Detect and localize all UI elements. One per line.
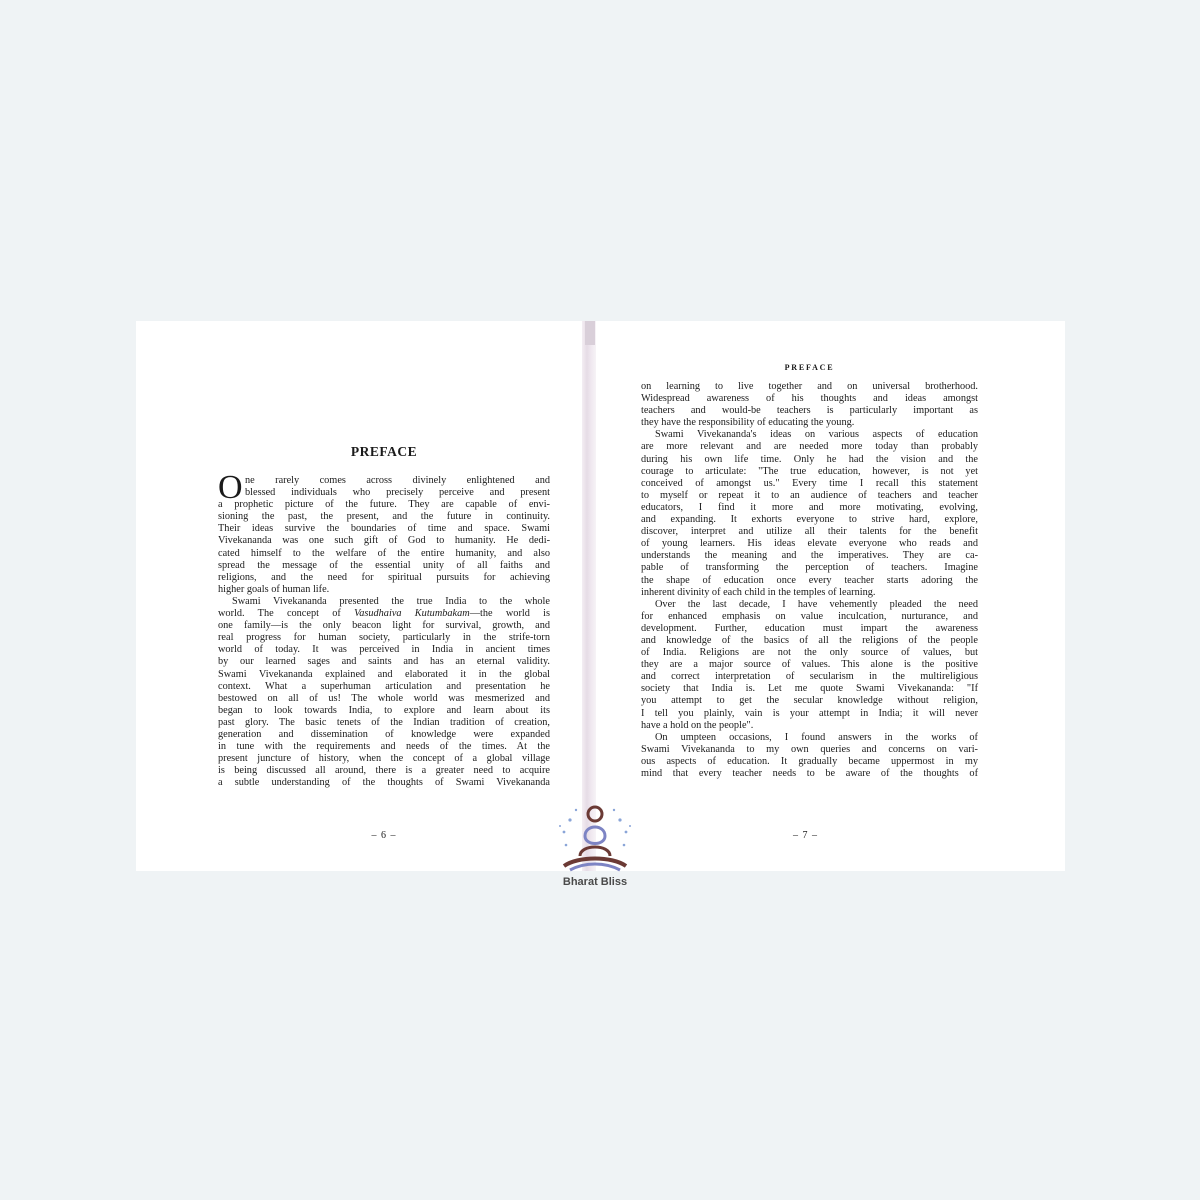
text-line: on learning to live together and on universal brotherhood. — [641, 381, 978, 392]
text-line: Widespread awareness of his thoughts and ideas amongst — [641, 393, 978, 405]
text-line: Over the last decade, I have vehemently pleaded the need — [655, 598, 978, 610]
text-line: you attempt to get the secular knowledge without religion, — [641, 695, 978, 707]
text-line: is being discussed all around, there is a greater need to acquire — [218, 765, 550, 777]
text-line: cated himself to the welfare of the entire humanity, and also — [218, 547, 550, 559]
text-line: development. Further, education must impart the awareness — [641, 622, 978, 634]
text-line: generation and dissemination of knowledge were expanded — [218, 728, 550, 740]
text-line: and knowledge of the basics of all the religions of the people — [641, 634, 978, 646]
text-line: past glory. The basic tenets of the Indian tradition of creation, — [218, 716, 550, 728]
italic-phrase: Vasudhaiva Kutumbakam — [354, 608, 470, 620]
left-page-number: – 6 – — [371, 830, 397, 841]
text-line: world of today. It was perceived in India in ancient times — [218, 644, 550, 656]
text-line: spread the message of the essential unity of all faiths and — [218, 559, 550, 571]
text-line: by our learned sages and saints and has an eternal validity. — [218, 656, 550, 668]
left-page — [218, 321, 550, 871]
running-head: PREFACE — [784, 363, 835, 372]
text-line: Swami Vivekananda presented the true India to the whole — [232, 595, 550, 607]
text-line: Swami Vivekananda to my own queries and concerns on vari- — [641, 743, 978, 755]
text-line: they have the responsibility of educating the young. — [641, 417, 855, 429]
page-title: PREFACE — [350, 444, 418, 459]
text-line: and correct interpretation of secularism in the multireligious — [641, 671, 978, 683]
text-line: conceived of amongst us." Every time I recall this statement — [641, 477, 978, 489]
left-page-body — [218, 469, 551, 789]
text-line: world. The concept of Vasudhaiva Kutumbakam—the world is — [218, 608, 551, 620]
text-line: blessed individuals who precisely perceive and present — [245, 487, 550, 499]
text-line: inherent divinity of each child in the temples of learning. — [641, 586, 876, 598]
text-line: one family—is the only beacon light for survival, growth, and — [218, 620, 550, 632]
text-line: a subtle understanding of the thoughts of Swami Vivekananda — [218, 777, 550, 789]
text-line: mind that every teacher needs to be aware of the thoughts of — [641, 768, 978, 779]
text-line: began to look towards India, to explore and learn about its — [218, 704, 550, 716]
book-spread — [136, 321, 1065, 871]
text-line: to myself or repeat it to an audience of teachers and teacher — [641, 489, 978, 501]
text-line: have a hold on the people". — [641, 719, 754, 731]
text-line: present juncture of history, when the concept of a global village — [218, 753, 550, 765]
text-line: ous aspects of education. It gradually became uppermost in my — [641, 755, 978, 767]
right-page-body — [641, 381, 978, 780]
text-line: a prophetic picture of the future. They are capable of envi- — [218, 499, 550, 511]
text-line: are more relevant and are needed more today than probably — [641, 441, 978, 453]
text-line: I tell you plainly, vain is your attempt in India; it will never — [641, 707, 978, 719]
right-page — [641, 321, 978, 871]
text-line: society that India is. Let me quote Swami Vivekananda: "If — [641, 683, 978, 695]
text-line: and expanding. It exhorts everyone to strive hard, explore, — [641, 514, 978, 526]
text-line: On umpteen occasions, I found answers in the works of — [655, 731, 978, 743]
text-line: higher goals of human life. — [218, 583, 330, 595]
text-line: in tune with the requirements and needs of the times. At the — [218, 741, 550, 753]
text-line: the shape of education once every teacher starts adoring the — [641, 574, 978, 586]
text-line: discover, interpret and utilize all their talents for the benefit — [641, 526, 978, 538]
text-line: they are a major source of values. This alone is the positive — [641, 659, 978, 671]
text-line: real progress for human society, particularly in the strife-torn — [218, 632, 550, 644]
text-line: during his own life time. Only he had the vision and the — [641, 453, 978, 465]
text-line: educators, I find it more and more motivating, evolving, — [641, 501, 978, 513]
text-line: understands the meaning and the imperatives. They are ca- — [641, 550, 978, 562]
text-line: Swami Vivekananda explained and elaborated it in the global — [218, 668, 550, 680]
text-line: religions, and the need for spiritual pursuits for achieving — [218, 571, 550, 583]
text-line: bestowed on all of us! The whole world was mesmerized and — [218, 692, 550, 704]
meditating-figure-logo-icon — [540, 800, 650, 878]
text-line: teachers and would-be teachers is particularly important as — [641, 405, 978, 417]
text-line: for enhanced emphasis on value inculcation, nurturance, and — [641, 610, 978, 622]
text-line: of young learners. His ideas elevate everyone who reads and — [641, 538, 978, 550]
text-line: Their ideas survive the boundaries of time and space. Swami — [218, 523, 550, 535]
text-line: Vivekananda was one such gift of God to humanity. He dedi- — [218, 535, 550, 547]
text-line: pable of transforming the perception of teachers. Imagine — [641, 562, 978, 574]
bharat-bliss-watermark — [540, 800, 650, 895]
text-line: ne rarely comes across divinely enlightened and — [245, 475, 550, 486]
text-line: sioning the past, the present, and the future in continuity. — [218, 511, 550, 523]
text-line: courage to articulate: "The true education, however, is not yet — [641, 465, 978, 477]
text-line: of India. Religions are not the only source of values, but — [641, 647, 978, 659]
right-page-number: – 7 – — [793, 830, 818, 841]
drop-cap: O — [218, 469, 243, 506]
book-gutter — [582, 321, 596, 871]
text-line: context. What a superhuman articulation and presentation he — [218, 680, 550, 692]
gutter-shadow — [585, 321, 595, 345]
text-line: Swami Vivekananda's ideas on various aspects of education — [655, 429, 978, 441]
watermark-text: Bharat Bliss — [562, 876, 628, 888]
